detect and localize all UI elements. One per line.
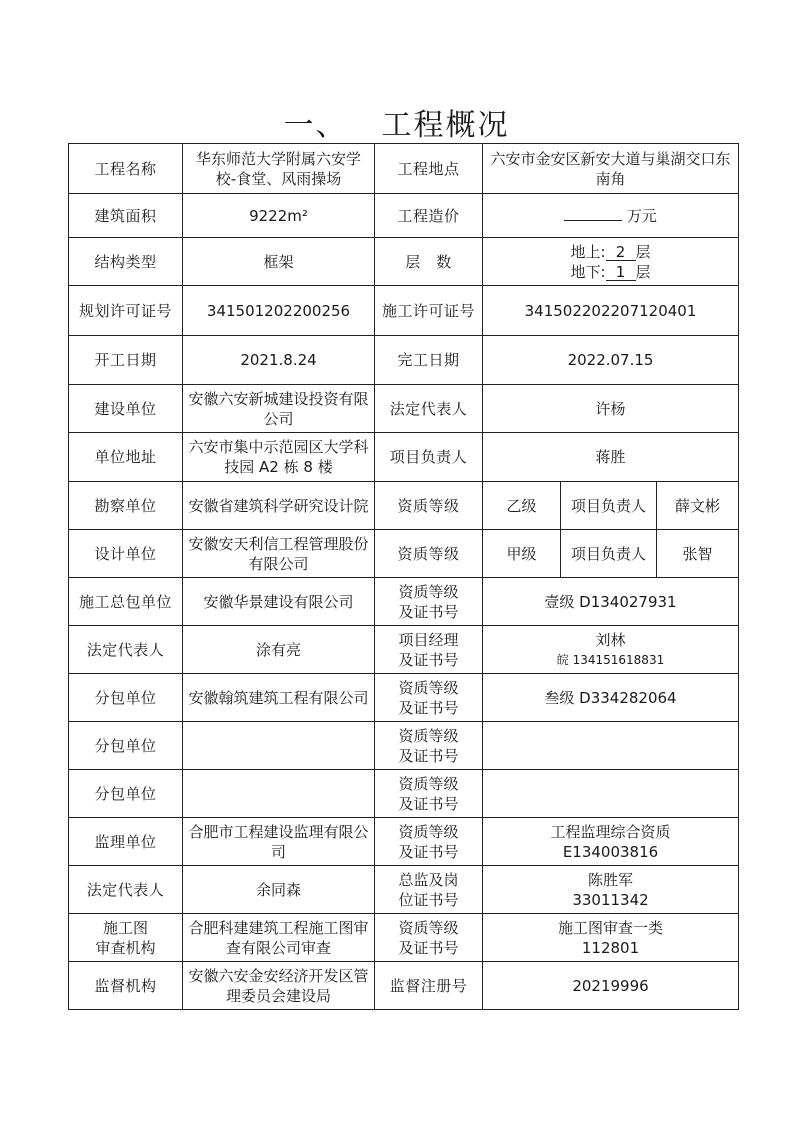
chief-cert-label-line2: 位证书号 [398, 890, 459, 909]
drawing-review-label-line2: 审查机构 [95, 938, 156, 957]
structure-type-label: 结构类型 [69, 238, 183, 286]
sub1-qual-label-line1: 资质等级 [398, 678, 459, 697]
survey-leader-value: 薛文彬 [657, 482, 739, 530]
project-leader-label: 项目负责人 [375, 433, 483, 482]
survey-qual-label: 资质等级 [375, 482, 483, 530]
developer-value: 安徽六安新城建设投资有限公司 [183, 385, 375, 433]
construction-permit-value: 341502202207120401 [483, 286, 739, 336]
design-leader-value: 张智 [657, 530, 739, 578]
supervision-qual-label [375, 818, 483, 866]
building-area-value: 9222m² [183, 194, 375, 238]
row-design-unit [69, 530, 739, 578]
section-number: 一、 [283, 108, 348, 143]
chief-cert-name: 陈胜军 [588, 870, 634, 889]
drawing-review-label-line1: 施工图 [102, 918, 148, 937]
subcontractor-1-label: 分包单位 [69, 674, 183, 722]
subcontractor-3-qual-label [375, 770, 483, 818]
row-contractor-legal-rep [69, 626, 739, 674]
floors-cell [483, 238, 739, 286]
project-name-value: 华东师范大学附属六安学校-食堂、风雨操场 [183, 144, 375, 194]
floors-below-prefix: 地下: [570, 262, 606, 281]
building-area-label: 建筑面积 [69, 194, 183, 238]
row-subcontractor-3 [69, 770, 739, 818]
supervision-qual-value [483, 818, 739, 866]
general-contractor-qual-label [375, 578, 483, 626]
dr-qual-label-line1: 资质等级 [398, 918, 459, 937]
project-location-label: 工程地点 [375, 144, 483, 194]
general-contractor-value: 安徽华景建设有限公司 [183, 578, 375, 626]
project-cost-cell [483, 194, 739, 238]
pm-name: 刘林 [595, 630, 626, 649]
sub2-qual-label-line2: 及证书号 [398, 746, 459, 765]
design-unit-label: 设计单位 [69, 530, 183, 578]
row-address [69, 433, 739, 482]
subcontractor-2-value [183, 722, 375, 770]
design-leader-label: 项目负责人 [561, 530, 657, 578]
subcontractor-2-qual-label [375, 722, 483, 770]
design-qual-value: 甲级 [483, 530, 561, 578]
contractor-legal-rep-value: 涂有亮 [183, 626, 375, 674]
project-cost-value [564, 220, 622, 221]
legal-rep-value: 许杨 [483, 385, 739, 433]
completion-date-value: 2022.07.15 [483, 336, 739, 385]
supervision-legal-rep-label: 法定代表人 [69, 866, 183, 914]
row-subcontractor-2 [69, 722, 739, 770]
developer-label: 建设单位 [69, 385, 183, 433]
general-contractor-qual-value: 壹级 D134027931 [483, 578, 739, 626]
dr-qual-label-line2: 及证书号 [398, 938, 459, 957]
row-supervision-legal-rep [69, 866, 739, 914]
page-title [0, 100, 793, 144]
row-project-name [69, 144, 739, 194]
subcontractor-2-label: 分包单位 [69, 722, 183, 770]
dr-qual-value-line2: 112801 [581, 938, 640, 957]
subcontractor-3-qual-value [483, 770, 739, 818]
floors-below-unit: 层 [635, 262, 651, 281]
project-name-label: 工程名称 [69, 144, 183, 194]
subcontractor-2-qual-value [483, 722, 739, 770]
sub2-qual-label-line1: 资质等级 [398, 726, 459, 745]
survey-qual-value: 乙级 [483, 482, 561, 530]
floors-above-unit: 层 [635, 242, 651, 261]
pm-label-line2: 及证书号 [398, 650, 459, 669]
unit-address-label: 单位地址 [69, 433, 183, 482]
sup-qual-label-line1: 资质等级 [398, 822, 459, 841]
pm-cert: 皖 134151618831 [556, 652, 665, 667]
sup-qual-value-line2: E134003816 [562, 842, 659, 861]
project-cost-label: 工程造价 [375, 194, 483, 238]
pm-label-line1: 项目经理 [398, 630, 459, 649]
row-supervising-agency [69, 962, 739, 1010]
row-dates [69, 336, 739, 385]
pm-label [375, 626, 483, 674]
design-qual-label: 资质等级 [375, 530, 483, 578]
row-drawing-review [69, 914, 739, 962]
drawing-review-label [69, 914, 183, 962]
row-subcontractor-1 [69, 674, 739, 722]
design-unit-value: 安徽安天利信工程管理股份有限公司 [183, 530, 375, 578]
floors-above-value: 2 [606, 244, 636, 261]
unit-address-value: 六安市集中示范园区大学科技园 A2 栋 8 楼 [183, 433, 375, 482]
row-structure-floors [69, 238, 739, 286]
survey-unit-label: 勘察单位 [69, 482, 183, 530]
row-area-cost [69, 194, 739, 238]
chief-cert-number: 33011342 [572, 890, 649, 909]
floors-above-prefix: 地上: [570, 242, 606, 261]
chief-cert-value [483, 866, 739, 914]
supervising-agency-value: 安徽六安金安经济开发区管理委员会建设局 [183, 962, 375, 1010]
survey-unit-value: 安徽省建筑科学研究设计院 [183, 482, 375, 530]
project-cost-unit: 万元 [626, 206, 657, 225]
sub1-qual-label-line2: 及证书号 [398, 698, 459, 717]
gc-qual-label-line1: 资质等级 [398, 582, 459, 601]
sup-qual-label-line2: 及证书号 [398, 842, 459, 861]
project-overview-table [68, 143, 739, 1010]
construction-permit-label: 施工许可证号 [375, 286, 483, 336]
structure-type-value: 框架 [183, 238, 375, 286]
start-date-label: 开工日期 [69, 336, 183, 385]
supervision-unit-label: 监理单位 [69, 818, 183, 866]
row-supervision-unit [69, 818, 739, 866]
gc-qual-label-line2: 及证书号 [398, 602, 459, 621]
chief-cert-label-line1: 总监及岗 [398, 870, 459, 889]
floors-label: 层 数 [375, 238, 483, 286]
completion-date-label: 完工日期 [375, 336, 483, 385]
row-survey-unit [69, 482, 739, 530]
contractor-legal-rep-label: 法定代表人 [69, 626, 183, 674]
subcontractor-1-qual-label [375, 674, 483, 722]
pm-value [483, 626, 739, 674]
supervising-reg-value: 20219996 [483, 962, 739, 1010]
floors-below [487, 262, 734, 282]
floors-below-value: 1 [606, 264, 636, 281]
row-general-contractor [69, 578, 739, 626]
supervising-agency-label: 监督机构 [69, 962, 183, 1010]
sub3-qual-label-line2: 及证书号 [398, 794, 459, 813]
planning-permit-label: 规划许可证号 [69, 286, 183, 336]
row-developer [69, 385, 739, 433]
supervising-reg-label: 监督注册号 [375, 962, 483, 1010]
project-location-value: 六安市金安区新安大道与巢湖交口东南角 [483, 144, 739, 194]
survey-leader-label: 项目负责人 [561, 482, 657, 530]
dr-qual-value-line1: 施工图审查一类 [558, 918, 664, 937]
general-contractor-label: 施工总包单位 [69, 578, 183, 626]
planning-permit-value: 341501202200256 [183, 286, 375, 336]
section-title: 工程概况 [381, 108, 510, 143]
drawing-review-value: 合肥科建建筑工程施工图审查有限公司审查 [183, 914, 375, 962]
supervision-unit-value: 合肥市工程建设监理有限公司 [183, 818, 375, 866]
subcontractor-3-value [183, 770, 375, 818]
subcontractor-1-qual-value: 叁级 D334282064 [483, 674, 739, 722]
subcontractor-1-value: 安徽翰筑建筑工程有限公司 [183, 674, 375, 722]
chief-cert-label [375, 866, 483, 914]
drawing-review-qual-value [483, 914, 739, 962]
sup-qual-value-line1: 工程监理综合资质 [550, 822, 671, 841]
legal-rep-label: 法定代表人 [375, 385, 483, 433]
supervision-legal-rep-value: 余同森 [183, 866, 375, 914]
floors-above [487, 242, 734, 262]
start-date-value: 2021.8.24 [183, 336, 375, 385]
subcontractor-3-label: 分包单位 [69, 770, 183, 818]
sub3-qual-label-line1: 资质等级 [398, 774, 459, 793]
drawing-review-qual-label [375, 914, 483, 962]
row-permits [69, 286, 739, 336]
project-leader-value: 蒋胜 [483, 433, 739, 482]
